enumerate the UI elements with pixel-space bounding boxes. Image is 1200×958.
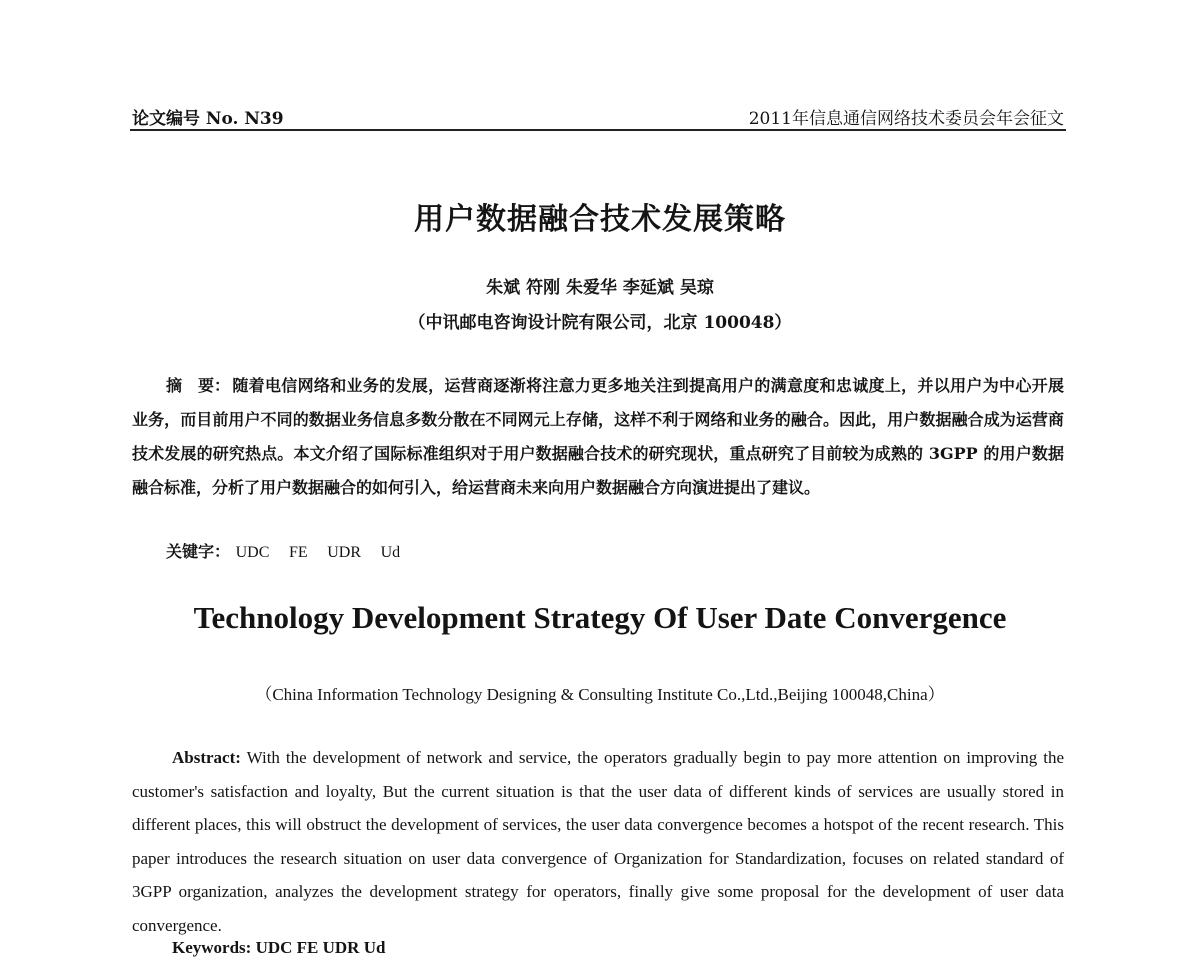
abstract-cn-text: 随着电信网络和业务的发展，运营商逐渐将注意力更多地关注到提高用户的满意度和忠诚度上，并以用户为中心开展业务，而目前用户不同的数据业务信息多数分散在不同网元上存储，这样不利于网络和业务的融合。因此，用户数据融合成为运营商技术发展的研究热点。本文介绍了国际标准组织对于用户数据融合技术的研究现状，重点研究了目前较为成熟的 3GPP 的用户数据融合标准，分析了用户数据融合的如何引入，给运营商未来向用户数据融合方向演进提出了建议。 <box>132 376 1064 497</box>
keyword-item: UDR <box>327 544 361 561</box>
abstract-en <box>132 741 1064 942</box>
abstract-cn <box>132 369 1064 505</box>
conference-name: 2011年信息通信网络技术委员会年会征文 <box>748 109 1064 129</box>
keywords-en-items: UDC FE UDR Ud <box>255 938 386 957</box>
affiliation-en: （China Information Technology Designing & Consulting Institute Co.,Ltd.,Beijing 100048,China） <box>255 685 945 704</box>
paper-number: 论文编号 No. N39 <box>132 109 284 129</box>
keywords-cn <box>166 539 414 562</box>
paper-title-en: Technology Development Strategy Of User Date Convergence <box>193 600 1007 635</box>
abstract-en-label: Abstract: <box>172 748 241 767</box>
keyword-item: UDC <box>235 544 270 561</box>
keywords-cn-label: 关键字： <box>166 542 231 561</box>
authors-cn: 朱斌 符刚 朱爱华 李延斌 吴琼 <box>486 278 714 298</box>
keywords-en <box>172 938 385 958</box>
abstract-en-text: With the development of network and service, the operators gradually begin to pay more attention on improving the customer's satisfaction and loyalty, But the current situation is that the user data of different kinds of services are usually stored in different places, this will obstruct the development of services, the user data convergence becomes a hotspot of the recent research. This paper introduces the research situation on user data convergence of Organization for Standardization, focuses on related standard of 3GPP organization, analyzes the development strategy for operators, finally give some proposal for the development of user data convergence. <box>132 748 1065 935</box>
page-header <box>132 104 1064 130</box>
keywords-en-label: Keywords: <box>172 938 256 957</box>
abstract-cn-label: 摘 要： <box>166 376 231 395</box>
header-divider <box>130 129 1066 131</box>
affiliation-cn: （中讯邮电咨询设计院有限公司，北京 100048） <box>408 313 792 333</box>
paper-title-cn: 用户数据融合技术发展策略 <box>414 202 786 237</box>
keyword-item: Ud <box>380 544 401 561</box>
keyword-item: FE <box>288 544 308 561</box>
